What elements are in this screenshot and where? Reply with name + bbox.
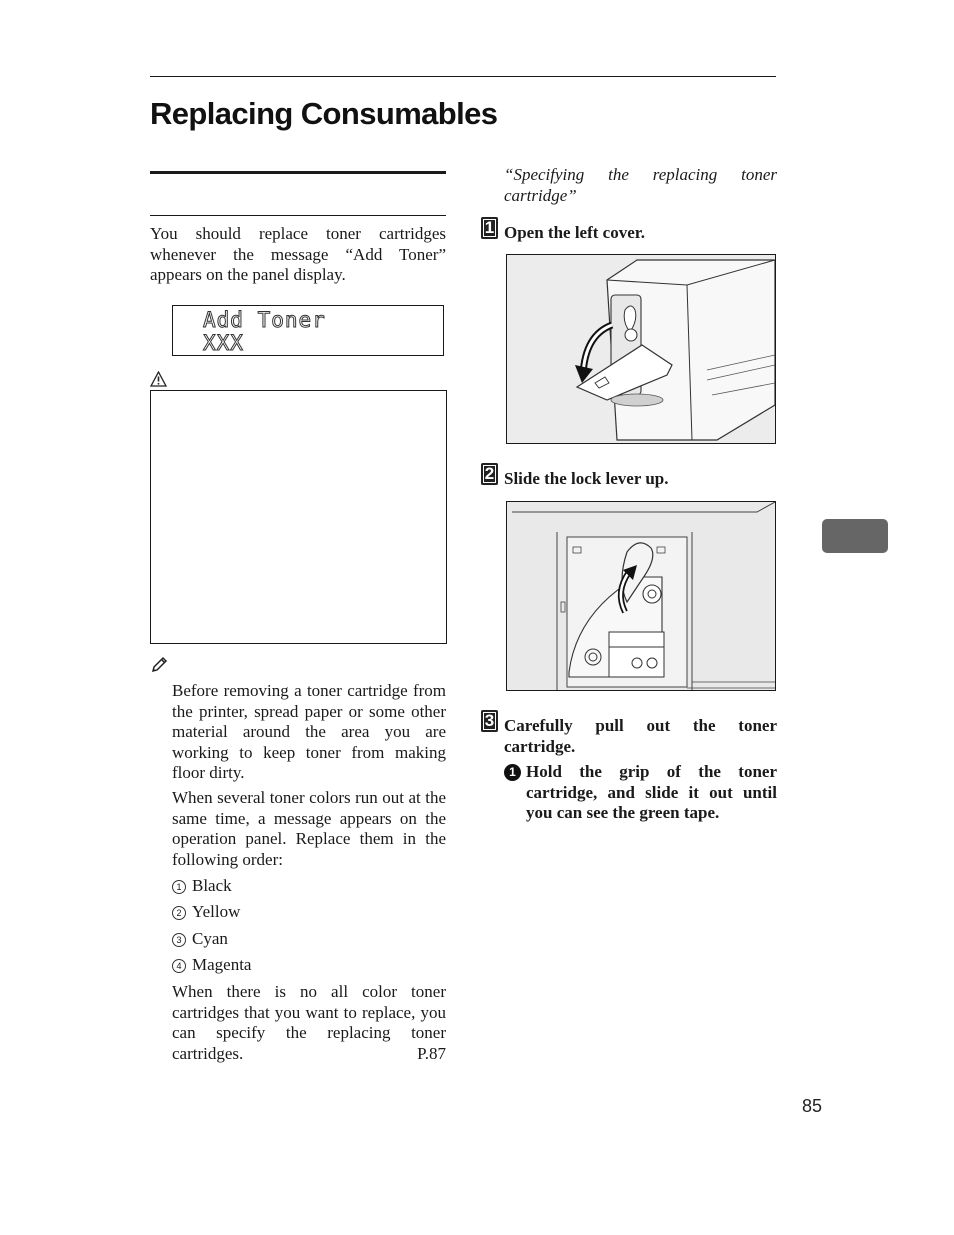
note-paragraph-3: [172, 982, 446, 1064]
step-text: Carefully pull out the toner cartridge.: [504, 716, 777, 756]
page-title: Replacing Consumables: [150, 96, 498, 131]
list-number: 2: [172, 906, 186, 920]
list-item: [172, 929, 228, 949]
page-number: 85: [801, 1096, 822, 1116]
substep-text: Hold the grip of the toner cartridge, and slide it out until you can see the green tape.: [526, 762, 777, 822]
page-reference-link[interactable]: P.87: [417, 1043, 446, 1063]
list-number: 4: [172, 959, 186, 973]
note-paragraph-1: Before removing a toner cartridge from the printer, spread paper or some other material around the area you are working to keep toner from making floor dirty.: [172, 681, 446, 782]
list-number: 3: [172, 933, 186, 947]
step-text: Slide the lock lever up.: [504, 469, 669, 488]
step-number-badge: 1: [481, 217, 498, 239]
list-label: Cyan: [192, 929, 228, 948]
printer-cover-illustration: [507, 255, 776, 444]
figure-slide-lock-lever: [506, 501, 776, 691]
warning-triangle-icon: [150, 371, 167, 387]
list-label: Yellow: [192, 902, 241, 921]
step-number-badge: 2: [481, 463, 498, 485]
header-rule: [150, 76, 776, 77]
pencil-note-icon: [150, 656, 168, 674]
display-line-1: Add Toner: [203, 308, 326, 332]
chapter-tab: [822, 519, 888, 553]
list-item: [172, 955, 251, 975]
caution-box: [150, 390, 447, 644]
section-rule-thick: [150, 171, 446, 174]
step-number-badge: 3: [481, 710, 498, 732]
list-item: [172, 876, 232, 896]
note-paragraph-3-text: When there is no all color toner cartridges that you want to replace, you can specify the replacing toner cartridges.: [172, 982, 446, 1063]
note-paragraph-2: When several toner colors run out at the same time, a message appears on the operation panel. Replace them in the following order:: [172, 788, 446, 869]
panel-display: [172, 305, 444, 356]
list-item: [172, 902, 240, 922]
intro-paragraph: You should replace toner cartridges whenever the message “Add Toner” appears on the panel display.: [150, 224, 446, 284]
section-rule-thin: [150, 215, 446, 216]
list-label: Black: [192, 876, 232, 895]
list-number: 1: [172, 880, 186, 894]
cross-reference-link[interactable]: “Specifying the replacing toner cartridge”: [504, 165, 777, 205]
figure-open-left-cover: [506, 254, 776, 444]
display-line-2: XXX: [203, 331, 244, 355]
step-text: Open the left cover.: [504, 223, 646, 242]
substep-number-badge: 1: [504, 764, 521, 781]
lock-lever-illustration: [507, 502, 776, 691]
list-label: Magenta: [192, 955, 252, 974]
